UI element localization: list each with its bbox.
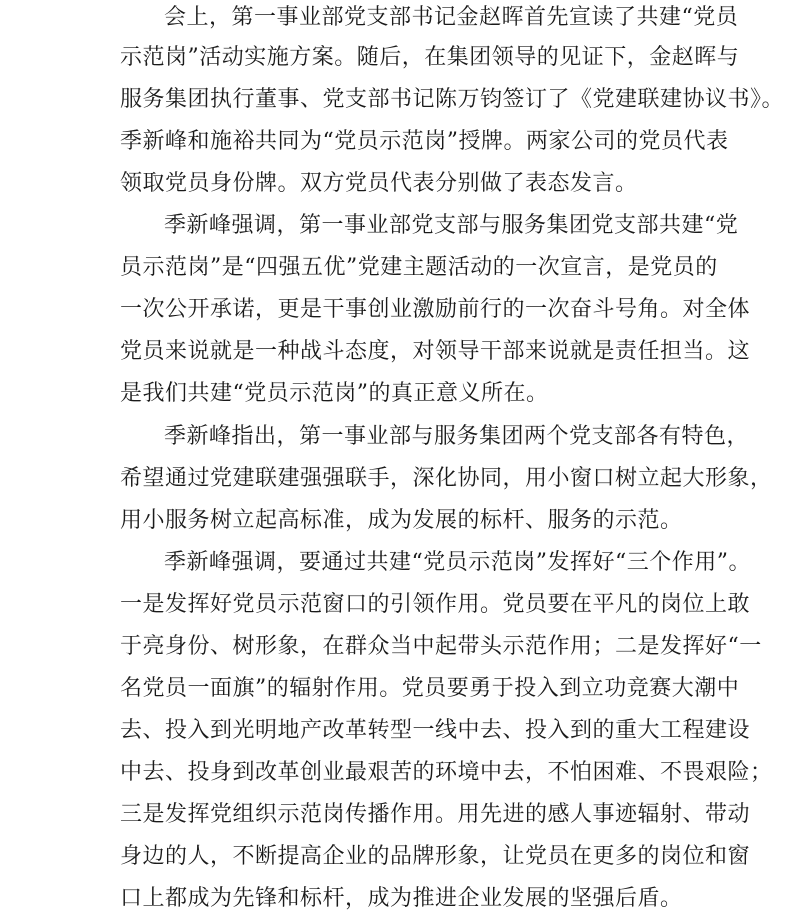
text-line: 示范岗”活动实施方案。随后，在集团领导的见证下，金赵晖与 (120, 45, 740, 70)
text-line: 季新峰和施裕共同为“党员示范岗”授牌。两家公司的党员代表 (120, 129, 729, 154)
text-line: 希望通过党建联建强强联手，深化协同，用小窗口树立起大形象， (120, 466, 773, 491)
text-line: 季新峰强调，要通过共建“党员示范岗”发挥好“三个作用”。 (164, 550, 751, 575)
text-line: 名党员一面旗”的辐射作用。党员要勇于投入到立功竞赛大潮中 (120, 676, 740, 701)
text-line: 口上都成为先锋和标杆，成为推进企业发展的坚强后盾。 (120, 886, 683, 911)
text-line: 服务集团执行董事、党支部书记陈万钧签订了《党建联建协议书》。 (120, 87, 785, 112)
text-line: 三是发挥党组织示范岗传播作用。用先进的感人事迹辐射、带动 (120, 802, 751, 827)
text-line: 是我们共建“党员示范岗”的真正意义所在。 (120, 381, 549, 406)
text-line: 员示范岗”是“四强五优”党建主题活动的一次宣言，是党员的 (120, 255, 718, 280)
text-line: 领取党员身份牌。双方党员代表分别做了表态发言。 (120, 171, 638, 196)
text-line: 于亮身份、树形象，在群众当中起带头示范作用；二是发挥好“一 (120, 634, 762, 659)
text-line: 中去、投身到改革创业最艰苦的环境中去，不怕困难、不畏艰险； (120, 760, 773, 785)
text-line: 去、投入到光明地产改革转型一线中去、投入到的重大工程建设 (120, 718, 751, 743)
text-line: 季新峰强调，第一事业部党支部与服务集团党支部共建“党 (164, 213, 739, 238)
text-line: 党员来说就是一种战斗态度，对领导干部来说就是责任担当。这 (120, 339, 751, 364)
text-line: 会上，第一事业部党支部书记金赵晖首先宣读了共建“党员 (164, 5, 739, 30)
text-line: 身边的人，不断提高企业的品牌形象，让党员在更多的岗位和窗 (120, 844, 751, 869)
text-line: 用小服务树立起高标准，成为发展的标杆、服务的示范。 (120, 508, 683, 533)
text-line: 季新峰指出，第一事业部与服务集团两个党支部各有特色， (164, 424, 750, 449)
text-line: 一次公开承诺，更是干事创业激励前行的一次奋斗号角。对全体 (120, 297, 751, 322)
text-line: 一是发挥好党员示范窗口的引领作用。党员要在平凡的岗位上敢 (120, 592, 751, 617)
